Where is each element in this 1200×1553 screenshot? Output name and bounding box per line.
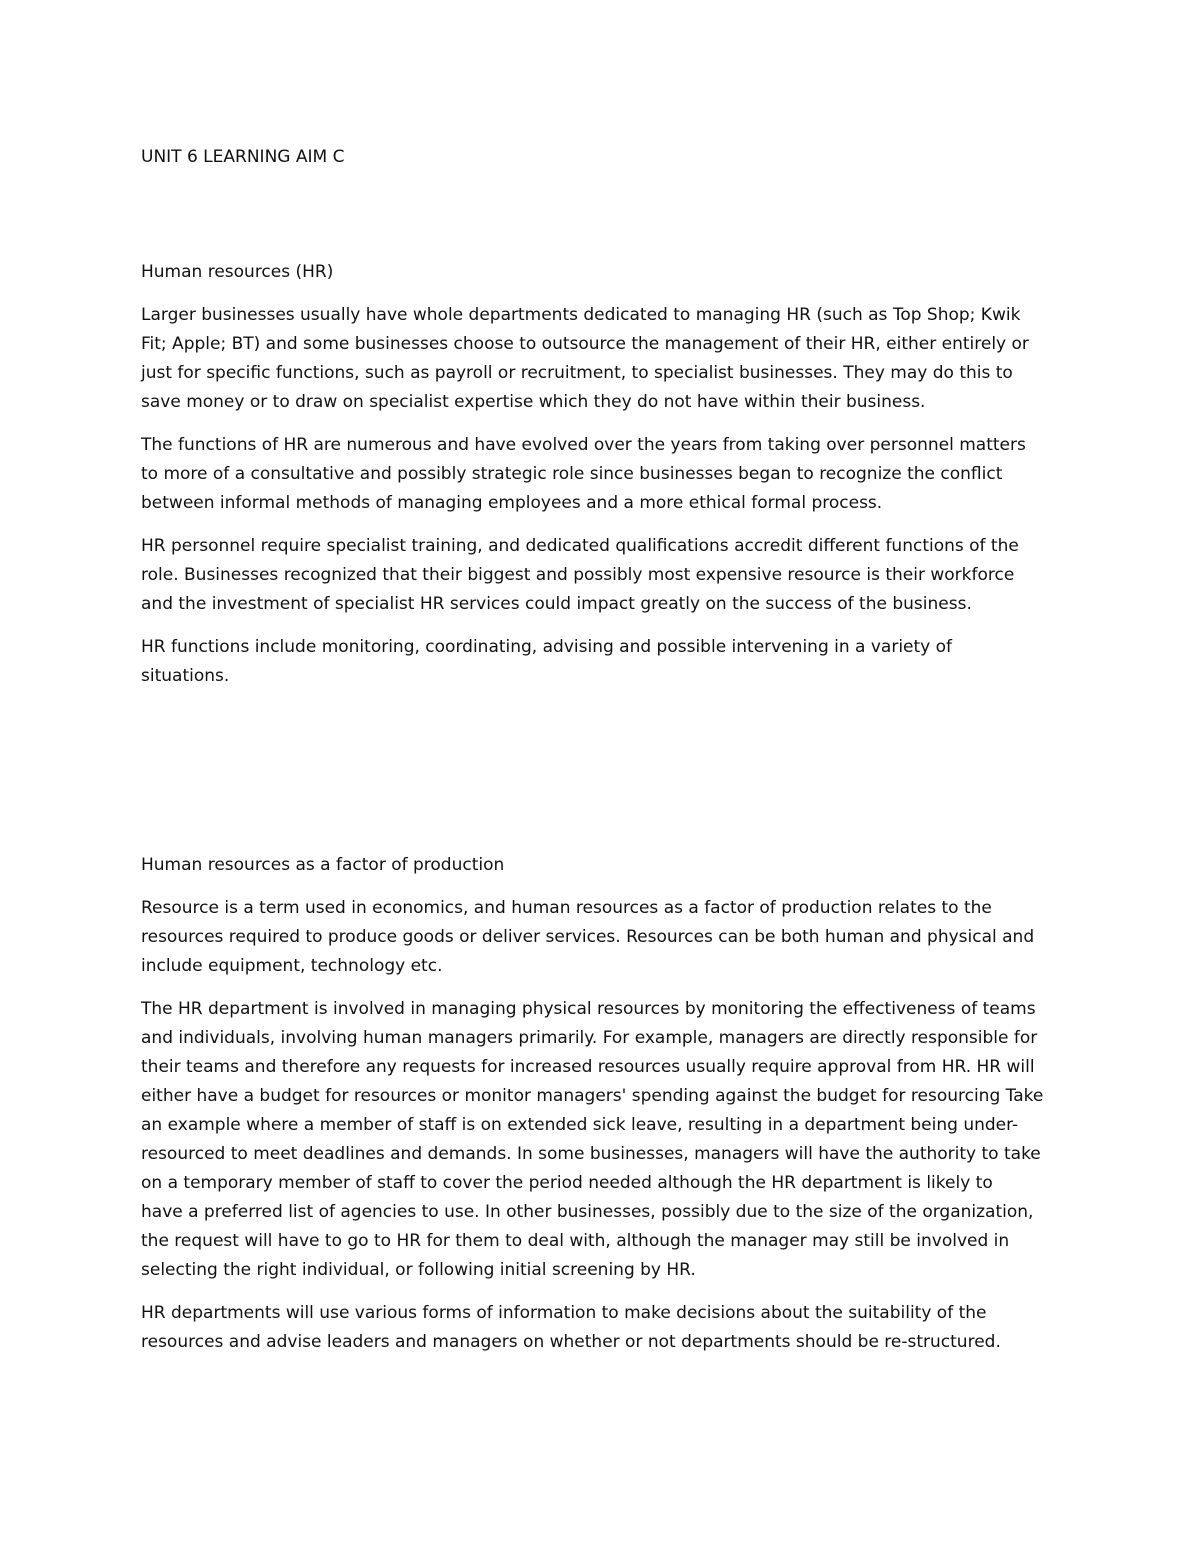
- text-line: Fit; Apple; BT) and some businesses choose to outsource the management of their HR, either entirely or: [141, 334, 1029, 354]
- text-line: either have a budget for resources or monitor managers' spending against the budget for resourcing Take: [141, 1086, 1044, 1106]
- text-line: resources and advise leaders and managers on whether or not departments should be re-structured.: [141, 1332, 1001, 1352]
- paragraph: [141, 894, 1081, 981]
- text-line: HR departments will use various forms of information to make decisions about the suitability of the: [141, 1303, 987, 1323]
- text-line: between informal methods of managing employees and a more ethical formal process.: [141, 493, 883, 513]
- text-line: Resource is a term used in economics, and human resources as a factor of production relates to the: [141, 898, 992, 918]
- text-line: Larger businesses usually have whole departments dedicated to managing HR (such as Top Shop; Kwik: [141, 305, 1021, 325]
- text-line: include equipment, technology etc.: [141, 956, 443, 976]
- paragraph: [141, 532, 1081, 619]
- section-heading: Human resources as a factor of production: [141, 855, 505, 875]
- text-line: an example where a member of staff is on extended sick leave, resulting in a department being under-: [141, 1115, 1019, 1135]
- text-line: save money or to draw on specialist expertise which they do not have within their business.: [141, 392, 926, 412]
- text-line: role. Businesses recognized that their biggest and possibly most expensive resource is their workforce: [141, 565, 1015, 585]
- text-line: have a preferred list of agencies to use. In other businesses, possibly due to the size of the organization,: [141, 1202, 1034, 1222]
- text-line: just for specific functions, such as payroll or recruitment, to specialist businesses. They may do this to: [141, 363, 1013, 383]
- section-human-resources: [141, 258, 1081, 705]
- text-line: and the investment of specialist HR services could impact greatly on the success of the business.: [141, 594, 972, 614]
- paragraph: [141, 633, 1081, 691]
- document-title: UNIT 6 LEARNING AIM C: [141, 147, 345, 167]
- text-line: resourced to meet deadlines and demands. In some businesses, managers will have the authority to take: [141, 1144, 1041, 1164]
- text-line: HR functions include monitoring, coordinating, advising and possible intervening in a variety of: [141, 637, 953, 657]
- text-line: to more of a consultative and possibly strategic role since businesses began to recognize the conflict: [141, 464, 1003, 484]
- text-line: selecting the right individual, or following initial screening by HR.: [141, 1260, 696, 1280]
- paragraph: [141, 301, 1081, 417]
- text-line: The functions of HR are numerous and have evolved over the years from taking over personnel matters: [141, 435, 1026, 455]
- paragraph: [141, 1299, 1081, 1357]
- text-line: the request will have to go to HR for them to deal with, although the manager may still be involved in: [141, 1231, 1010, 1251]
- text-line: and individuals, involving human managers primarily. For example, managers are directly responsible for: [141, 1028, 1038, 1048]
- text-line: situations.: [141, 666, 230, 686]
- paragraph: [141, 995, 1081, 1285]
- section-factor-of-production: [141, 851, 1081, 1371]
- section-heading: Human resources (HR): [141, 262, 334, 282]
- text-line: HR personnel require specialist training, and dedicated qualifications accredit different functions of the: [141, 536, 1019, 556]
- text-line: The HR department is involved in managing physical resources by monitoring the effectiveness of teams: [141, 999, 1036, 1019]
- text-line: their teams and therefore any requests for increased resources usually require approval from HR. HR will: [141, 1057, 1035, 1077]
- paragraph: [141, 431, 1081, 518]
- text-line: resources required to produce goods or deliver services. Resources can be both human and physical and: [141, 927, 1035, 947]
- text-line: on a temporary member of staff to cover the period needed although the HR department is likely to: [141, 1173, 993, 1193]
